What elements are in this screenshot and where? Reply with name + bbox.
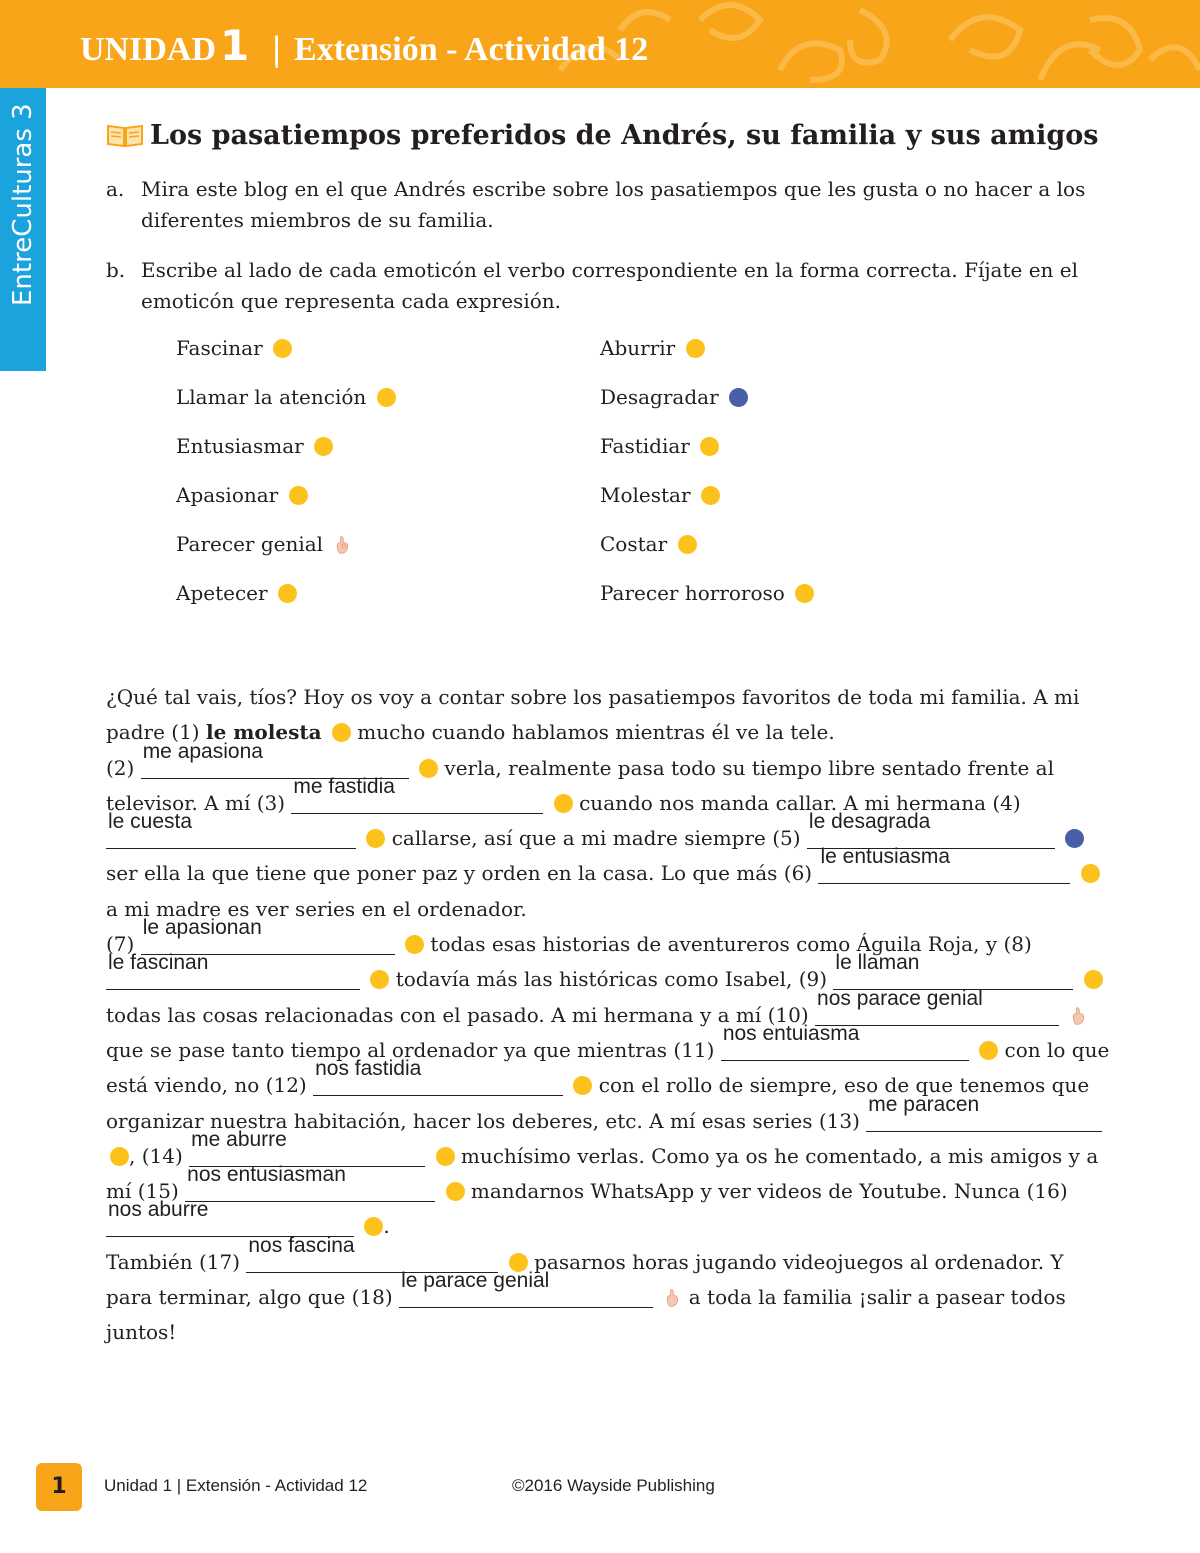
verb-item — [176, 383, 396, 411]
instruction-a-text: Mira este blog en el que Andrés escribe sobre los pasatiempos que les gusta o no hacer a los diferentes miembros de su familia. — [141, 177, 1086, 232]
tongue-emoji-icon — [446, 1182, 465, 1201]
passage-text: pasarnos horas jugando videojuegos al ordenador. Y para terminar, algo que (18) — [106, 1249, 1064, 1310]
passage-text: (7) — [106, 932, 141, 957]
passage-text: con lo que está viendo, no (12) — [106, 1037, 1110, 1098]
surprised-emoji-icon — [377, 388, 396, 407]
answer-text: nos fascina — [248, 1233, 355, 1257]
passage-text: que se pase tanto tiempo al ordenador ya que mientras (11) — [106, 1037, 721, 1062]
sidebar-tab — [0, 88, 46, 371]
passage-text: ser ella la que tiene que poner paz y orden en la casa. Lo que más (6) — [106, 861, 819, 886]
verb-label: Fastidiar — [600, 434, 690, 458]
verb-label: Apetecer — [176, 581, 268, 605]
passage-text: callarse, así que a mi madre siempre (5) — [385, 826, 807, 851]
answer-text: le llaman — [835, 951, 920, 975]
passage-text: ¿Qué tal vais, tíos? Hoy os voy a contar sobre los pasatiempos favoritos de toda mi familia. A mi padre (1) — [106, 685, 1080, 745]
grimace-emoji-icon — [370, 970, 389, 989]
activity-title: Extensión - Actividad 12 — [294, 31, 649, 68]
passage-text: cuando nos manda callar. A mi hermana (4) — [572, 790, 1021, 815]
instruction-a-label: a. — [106, 177, 125, 201]
verb-item — [176, 334, 292, 362]
heart-eyes-emoji-icon — [405, 935, 424, 954]
tongue-emoji-icon — [1081, 864, 1100, 883]
verb-item — [176, 481, 308, 509]
verb-label: Costar — [600, 532, 668, 556]
answer-text: me fastidia — [293, 774, 395, 798]
passage-text: , (14) — [129, 1143, 190, 1168]
open-book-icon — [106, 122, 144, 148]
verb-label: Entusiasmar — [176, 434, 304, 458]
angry-emoji-icon — [795, 584, 814, 603]
verb-item — [600, 530, 697, 558]
verb-item — [600, 579, 814, 607]
verb-item — [176, 579, 297, 607]
passage-text: todas las cosas relacionadas con el pasado. A mi hermana y a mí (10) — [106, 1002, 816, 1027]
instruction-b-label: b. — [106, 258, 126, 282]
answer-text: nos aburre — [108, 1198, 209, 1222]
passage-text: mucho cuando hablamos mientras él ve la tele. — [350, 720, 835, 745]
passage-text: (2) — [106, 755, 141, 780]
answer-text: nos parace genial — [817, 986, 983, 1010]
verb-label: Llamar la atención — [176, 385, 367, 409]
footer-copyright: ©2016 Wayside Publishing — [512, 1476, 715, 1495]
annoyed-emoji-icon — [701, 486, 720, 505]
verb-item — [600, 481, 720, 509]
answer-text: nos entuiasma — [722, 1021, 860, 1045]
sick-blue-emoji-icon — [1065, 829, 1084, 848]
answer-field-4[interactable] — [106, 810, 356, 849]
verb-item — [600, 383, 748, 411]
tired-emoji-icon — [436, 1147, 455, 1166]
tired-emoji-icon — [364, 1217, 383, 1236]
smirk-emoji-icon — [700, 437, 719, 456]
passage-text: todavía más las históricas como Isabel, (9) — [389, 967, 834, 992]
example-answer: le molesta — [205, 720, 322, 745]
passage-text: todas esas historias de aventureros como Águila Roja, y (8) — [424, 932, 1032, 957]
sidebar-label: EntreCulturas 3 — [8, 103, 38, 306]
verb-label: Aburrir — [600, 336, 676, 360]
answer-field-6[interactable] — [818, 845, 1070, 884]
verb-label: Desagradar — [600, 385, 719, 409]
tongue-emoji-icon — [979, 1041, 998, 1060]
passage-text: a toda la familia ¡salir a pasear todos juntos! — [106, 1285, 1066, 1345]
answer-text: me paracen — [868, 1092, 980, 1116]
section-title — [106, 120, 1099, 151]
answer-text: le desagrada — [808, 810, 931, 834]
instruction-a — [106, 174, 1136, 236]
annoyed-emoji-icon — [332, 723, 351, 742]
passage-text: También (17) — [106, 1249, 247, 1274]
ok-hand-icon — [663, 1288, 682, 1307]
smirk-emoji-icon — [554, 794, 573, 813]
heart-eyes-emoji-icon — [289, 486, 308, 505]
passage-text: muchísimo verlas. Como ya os he comentado, a mis amigos y a mí (15) — [106, 1143, 1099, 1204]
ok-hand-icon — [333, 535, 352, 554]
answer-text: le apasionan — [142, 916, 262, 940]
title-separator: | — [271, 30, 283, 68]
instruction-b — [106, 255, 1136, 317]
surprised-emoji-icon — [1084, 970, 1103, 989]
answer-text: me apasiona — [142, 739, 263, 763]
answer-text: nos fastidia — [315, 1057, 422, 1081]
answer-text: nos entusiasman — [187, 1163, 346, 1187]
answer-field-12[interactable] — [313, 1057, 563, 1096]
verb-label: Fascinar — [176, 336, 263, 360]
header-title — [80, 22, 648, 74]
instruction-b-text: Escribe al lado de cada emoticón el verbo correspondiente en la forma correcta. Fíjate en el emoticón que representa cada expresión. — [141, 258, 1079, 313]
passage-text: verla, realmente pasa todo su tiempo libre sentado frente al televisor. A mí (3) — [106, 755, 1054, 815]
answer-text: le fascinan — [108, 951, 209, 975]
page-header — [0, 0, 1200, 88]
heart-eyes-emoji-icon — [419, 759, 438, 778]
answer-text: me aburre — [191, 1127, 287, 1151]
verb-label: Molestar — [600, 483, 691, 507]
drooling-emoji-icon — [278, 584, 297, 603]
passage-text: a mi madre es ver series en el ordenador. — [106, 896, 527, 921]
verb-label: Parecer horroroso — [600, 581, 785, 605]
grimace-emoji-icon — [273, 339, 292, 358]
verb-item — [600, 334, 705, 362]
ok-hand-icon — [1069, 1006, 1088, 1025]
passage-text: con el rollo de siempre, eso de que tenemos que organizar nuestra habitación, hacer los deberes, etc. A mí esas series (13) — [106, 1073, 1090, 1133]
verb-item — [176, 530, 352, 558]
verb-label: Apasionar — [176, 483, 279, 507]
footer-left-text: Unidad 1 | Extensión - Actividad 12 — [104, 1476, 368, 1495]
answer-text: le entusiasma — [820, 845, 951, 869]
sweat-emoji-icon — [678, 535, 697, 554]
sweat-emoji-icon — [366, 829, 385, 848]
verb-item — [600, 432, 719, 460]
answer-field-3[interactable] — [291, 774, 543, 814]
unit-label: UNIDAD — [80, 31, 216, 68]
answer-text: le cuesta — [108, 810, 193, 834]
answer-field-13[interactable] — [866, 1092, 1102, 1132]
answer-text: le parace genial — [401, 1269, 550, 1293]
section-title-text: Los pasatiempos preferidos de Andrés, su familia y sus amigos — [150, 120, 1099, 151]
answer-field-8[interactable] — [106, 951, 360, 990]
page-number: 1 — [36, 1463, 82, 1511]
tired-emoji-icon — [686, 339, 705, 358]
passage-text: . — [383, 1214, 390, 1239]
verb-item — [176, 432, 333, 460]
sick-blue-emoji-icon — [729, 388, 748, 407]
answer-field-18[interactable] — [399, 1269, 653, 1308]
unit-number: 1 — [220, 21, 250, 70]
passage-text: mandarnos WhatsApp y ver videos de Youtube. Nunca (16) — [464, 1179, 1068, 1204]
answer-field-11[interactable] — [721, 1021, 969, 1061]
angry-emoji-icon — [110, 1147, 129, 1166]
tongue-emoji-icon — [314, 437, 333, 456]
blog-passage — [106, 680, 1116, 1351]
verb-label: Parecer genial — [176, 532, 324, 556]
answer-field-15[interactable] — [185, 1163, 435, 1202]
grimace-emoji-icon — [573, 1076, 592, 1095]
